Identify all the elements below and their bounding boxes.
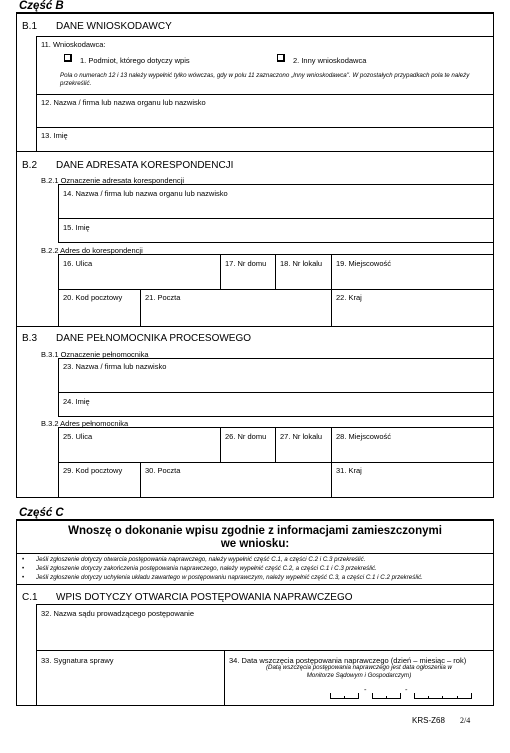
subsection-b22: B.2.2 Adres do korespondencji [41,246,143,255]
b32-divider-c [331,427,332,498]
part-b-title: Część B [19,0,64,12]
page-number: 2/4 [460,716,471,725]
date-month-tick [386,696,387,699]
bullet-1: • Jeśli zgłoszenie dotyczy otwarcia postępowania naprawczego, należy wypełnić część C.1, a części C.2 i C.3 przekreślić. [22,556,366,563]
field-19-label: 19. Miejscowość [336,259,392,268]
field-31-label: 31. Kraj [336,466,362,475]
b32-divider-d [140,462,141,498]
subsection-b21: B.2.1 Oznaczenie adresata korespondencji [41,176,185,185]
opt1-label: 1. Podmiot, którego dotyczy wpis [80,56,190,65]
field-26-label: 26. Nr domu [225,432,267,441]
field-17-label: 17. Nr domu [225,259,267,268]
checkbox-opt2[interactable] [277,54,285,62]
field-20-label: 20. Kod pocztowy [63,293,123,302]
b32-divider-b [275,427,276,462]
date-year-boxes[interactable] [414,693,472,699]
bullet-2-text: Jeśli zgłoszenie dotyczy zakończenia postępowania naprawczego, należy wypełnić część C.2, a części C.1 i C.3 przekreślić. [36,565,377,572]
field-13-label: 13. Imię [41,131,68,140]
part-c-heading-divider [16,553,494,554]
section-c1-number: C.1 [22,592,38,603]
part-c-title: Część C [19,507,64,519]
field-32-label: 32. Nazwa sądu prowadzącego postępowanie [41,609,195,618]
date-year-tick-1 [428,696,429,699]
date-year-tick-3 [457,696,458,699]
field-16-label: 16. Ulica [63,259,93,268]
b22-divider-c [331,254,332,327]
field-14-label: 14. Nazwa / firma lub nazwa organu lub nazwisko [63,189,228,198]
subsection-b31: B.3.1 Oznaczenie pełnomocnika [41,350,149,359]
field-12-label: 12. Nazwa / firma lub nazwa organu lub nazwisko [41,98,206,107]
section-b2-number: B.2 [22,160,38,171]
field-11-label: 11. Wnioskodawca: [41,40,106,49]
part-c-heading-line2: we wniosku: [220,538,290,550]
date-dash-1: - [364,685,367,694]
bullet-1-text: Jeśli zgłoszenie dotyczy otwarcia postępowania naprawczego, należy wypełnić część C.1, a części C.2 i C.3 przekreślić. [36,556,366,563]
date-day-tick [344,696,345,699]
bullet-2: • Jeśli zgłoszenie dotyczy zakończenia postępowania naprawczego, należy wypełnić część C.2, a części C.1 i C.3 przekreślić. [22,565,377,572]
field-29-label: 29. Kod pocztowy [63,466,123,475]
subsection-b32: B.3.2 Adres pełnomocnika [41,419,129,428]
part-c-heading-line1: Wnoszę o dokonanie wpisu zgodnie z informacjami zamieszczonymi [68,525,442,537]
section-b3-number: B.3 [22,333,38,344]
bullet-3: • Jeśli zgłoszenie dotyczy uchylenia układu zawartego w postępowaniu naprawczym, należy wypełnić część C.3, a części C.1 i C.2 przekreślić. [22,574,423,581]
field-28-label: 28. Miejscowość [336,432,392,441]
b32-divider-a [220,427,221,462]
field-34-note-line2: Monitorze Sądowym i Gospodarczym) [306,672,412,679]
field-34-note-line1: (Datą wszczęcia postępowania naprawczego jest data ogłoszenia w [265,664,453,671]
field-15-label: 15. Imię [63,223,90,232]
section-b2-title: DANE ADRESATA KORESPONDENCJI [56,160,234,171]
checkbox-opt1[interactable] [64,54,72,62]
field-25-label: 25. Ulica [63,432,93,441]
section-b3-title: DANE PEŁNOMOCNIKA PROCESOWEGO [56,333,252,344]
b22-address-grid [58,254,494,327]
field-34-note [224,664,494,680]
part-c-heading [16,525,494,551]
field-27-label: 27. Nr lokalu [280,432,323,441]
field-33-label: 33. Sygnatura sprawy [41,656,114,665]
field-34-label: 34. Data wszczęcia postępowania naprawczego (dzień – miesiąc – rok) [229,656,467,665]
field-12-13-note: Pola o numerach 12 i 13 należy wypełnić tylko wówczas, gdy w polu 11 zaznaczono „Inny wnioskodawca". W pozostałych przypadkach pola te należy przekreślić. [60,72,470,87]
opt2-label: 2. Inny wnioskodawca [293,56,367,65]
field-24-box[interactable] [58,392,494,417]
section-b1-title: DANE WNIOSKODAWCY [56,21,172,32]
field-23-label: 23. Nazwa / firma lub nazwisko [63,362,167,371]
field-13-box[interactable] [36,127,494,152]
b32-row-divider [58,462,494,463]
b22-row-divider [58,289,494,290]
field-24-label: 24. Imię [63,397,90,406]
b22-divider-a [220,254,221,289]
date-year-tick-2 [442,696,443,699]
field-15-box[interactable] [58,218,494,243]
date-dash-2: - [405,685,408,694]
field-30-label: 30. Poczta [145,466,181,475]
field-21-label: 21. Poczta [145,293,181,302]
field-18-label: 18. Nr lokalu [280,259,323,268]
bullet-3-text: Jeśli zgłoszenie dotyczy uchylenia układu zawartego w postępowaniu naprawczym, należy wypełnić część C.3, a części C.1 i C.2 przekreślić. [36,574,423,581]
section-c1-title: WPIS DOTYCZY OTWARCIA POSTĘPOWANIA NAPRAWCZEGO [56,592,353,603]
section-b1-number: B.1 [22,21,38,32]
b22-divider-b [275,254,276,289]
field-22-label: 22. Kraj [336,293,362,302]
form-code: KRS-Z68 [412,716,445,725]
b22-divider-d [140,289,141,327]
